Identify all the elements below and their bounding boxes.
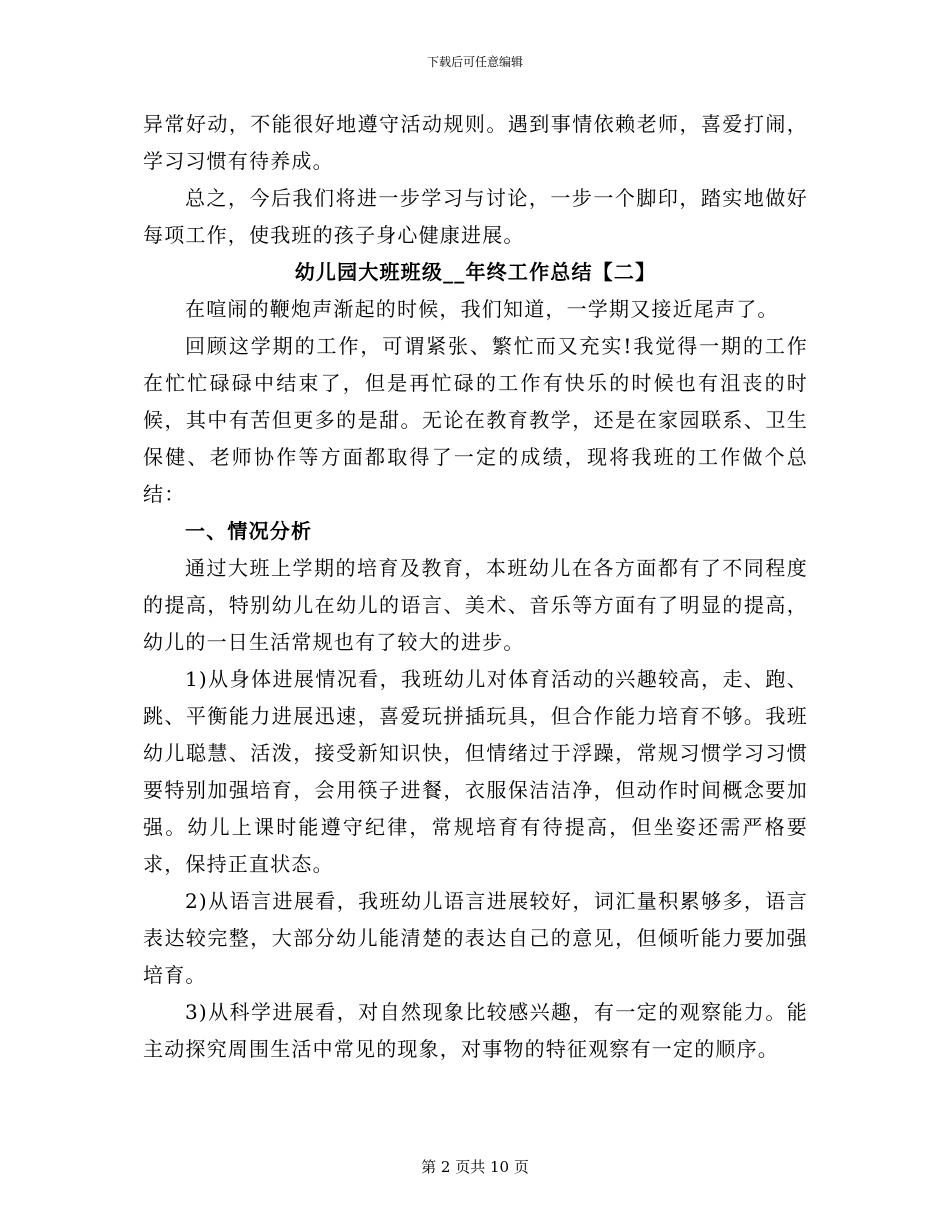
section-title: 幼儿园大班班级__年终工作总结【二】 [294,260,657,284]
paragraph-science: 3)从科学进展看，对自然现象比较感兴趣，有一定的观察能力。能主动探究周围生活中常见的现象，对事物的特征观察有一定的顺序。 [143,1000,808,1061]
paragraph-language: 2)从语言进展看，我班幼儿语言进展较好，词汇量积累够多，语言表达较完整，大部分幼儿能清楚的表达自己的意见，但倾听能力要加强培育。 [143,889,808,987]
paragraph-overview: 通过大班上学期的培育及教育，本班幼儿在各方面都有了不同程度的提高，特别幼儿在幼儿的语言、美术、音乐等方面有了明显的提高，幼儿的一日生活常规也有了较大的进步。 [143,556,808,654]
paragraph-physical: 1)从身体进展情况看，我班幼儿对体育活动的兴趣较高，走、跑、跳、平衡能力进展迅速，喜爱玩拼插玩具，但合作能力培育不够。我班幼儿聪慧、活泼，接受新知识快，但情绪过于浮躁，常规习惯学习习惯要特别加强培育，会用筷子进餐，衣服保洁洁净，但动作时间概念要加强。幼儿上课时能遵守纪律，常规培育有待提高，但坐姿还需严格要求，保持正直状态。 [143,667,808,876]
page-footer: 第 2 页共 10 页 [421,1158,529,1176]
page-header: 下载后可任意编辑 [426,55,523,69]
heading-situation-analysis: 一、情况分析 [185,519,313,543]
paragraph-continued: 异常好动，不能很好地遵守活动规则。遇到事情依赖老师，喜爱打闹，学习习惯有待养成。 [143,112,808,173]
document-body [143,106,808,1068]
paragraph-review: 回顾这学期的工作，可谓紧张、繁忙而又充实!我觉得一期的工作在忙忙碌碌中结束了，但是再忙碌的工作有快乐的时候也有沮丧的时候，其中有苦但更多的是甜。无论在教育教学，还是在家园联系、卫生保健、老师协作等方面都取得了一定的成绩，现将我班的工作做个总结： [143,334,808,506]
paragraph-intro: 在喧闹的鞭炮声渐起的时候，我们知道，一学期又接近尾声了。 [185,297,779,321]
paragraph-conclusion: 总之，今后我们将进一步学习与讨论，一步一个脚印，踏实地做好每项工作，使我班的孩子身心健康进展。 [143,186,808,247]
